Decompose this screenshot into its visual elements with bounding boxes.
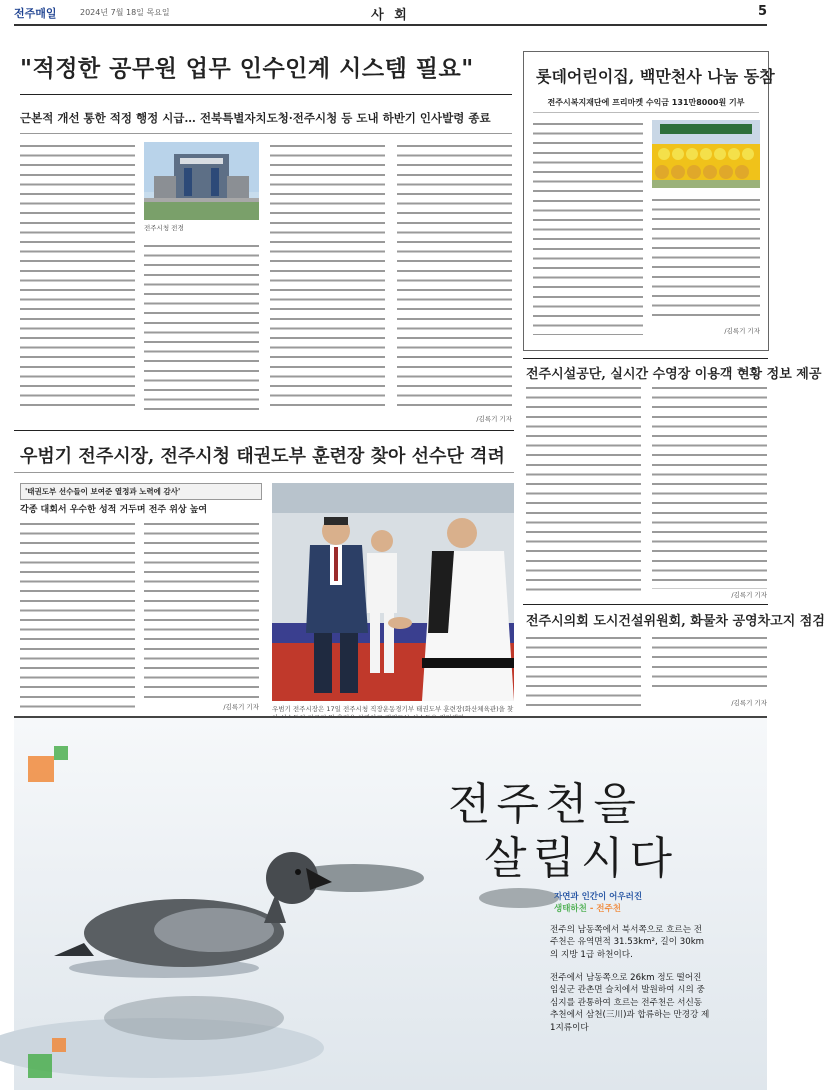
main-headline: "적정한 공무원 업무 인수인계 시스템 필요" — [20, 55, 474, 82]
masthead — [14, 2, 767, 26]
article-text — [144, 242, 259, 412]
poster-tagline2-green: 생태하천 — [554, 904, 590, 914]
side-story-3-headline: 전주시의회 도시건설위원회, 화물차 공영차고지 점검 — [526, 614, 825, 629]
poster-paragraph-1: 전주의 남동쪽에서 북서쪽으로 흐르는 전주천은 유역면적 31.53km², 길이 30km의 지방 1급 하천이다. — [550, 925, 705, 960]
divider — [14, 472, 514, 473]
article-text — [270, 142, 385, 412]
article-text — [652, 384, 767, 589]
second-subheadline: 각종 대회서 우수한 성적 거두며 전주 위상 높여 — [20, 505, 208, 515]
poster-title-line2: 살립시다 — [484, 833, 679, 884]
byline: /김록기 기자 — [476, 415, 512, 423]
orange-square — [52, 1038, 66, 1052]
main-subheadline: 근본적 개선 통한 적정 행정 시급… 전북특별자치도청·전주시청 등 도내 하반기 인사발령 종료 — [20, 111, 491, 125]
issue-date: 2024년 7월 18일 목요일 — [80, 8, 170, 17]
photo-caption: 전주시청 전경 — [144, 224, 184, 232]
second-headline: 우범기 전주시장, 전주시청 태권도부 훈련장 찾아 선수단 격려 — [20, 446, 505, 467]
green-square — [28, 1054, 52, 1078]
article-text — [397, 142, 512, 412]
divider — [523, 358, 768, 359]
article-text — [144, 520, 259, 700]
article-text — [20, 520, 135, 710]
divider — [533, 112, 759, 113]
divider — [20, 94, 512, 95]
section-title: 사 회 — [371, 8, 410, 23]
poster-tagline1: 자연과 인간이 어우러진 — [554, 892, 643, 902]
poster-tagline2-orange: - 전주천 — [589, 904, 621, 914]
article-text — [652, 634, 767, 694]
orange-square — [28, 756, 54, 782]
divider — [14, 430, 514, 431]
article-text — [20, 142, 135, 412]
city-hall-photo — [144, 142, 259, 220]
group-photo — [652, 120, 760, 188]
paper-name: 전주매일 — [14, 7, 57, 20]
article-text — [526, 384, 641, 596]
taekwondo-photo — [272, 483, 514, 701]
poster-tagline2 — [554, 902, 621, 914]
article-text — [526, 634, 641, 710]
article-text — [533, 120, 643, 335]
poster-title-line1: 전주천을 — [448, 779, 643, 830]
page-number: 5 — [757, 4, 767, 19]
quote-box: '태권도부 선수들이 보여준 열정과 노력에 감사' — [20, 483, 262, 500]
article-text — [652, 196, 760, 318]
poster-paragraph-2: 전주에서 남동쪽으로 26km 정도 떨어진 임실군 관촌면 슬치에서 발원하여 시의 중심지를 관통하여 흐르는 전주천은 서신동 추천에서 삼천(三川)과 합류하는 만경강 제1지류이다 — [550, 973, 710, 1033]
byline: /김록기 기자 — [223, 703, 259, 711]
byline: /김록기 기자 — [731, 699, 767, 707]
side-story-1-headline: 롯데어린이집, 백만천사 나눔 동참 — [536, 67, 775, 86]
side-story-2-headline: 전주시설공단, 실시간 수영장 이용객 현황 정보 제공 — [526, 367, 822, 382]
side-story-1-subheadline: 전주시복지재단에 프리마켓 수익금 131만8000원 기부 — [547, 98, 745, 107]
jeonju-stream-poster — [14, 716, 767, 1090]
byline: /김록기 기자 — [731, 591, 767, 599]
byline: /김록기 기자 — [724, 327, 760, 335]
divider — [523, 604, 768, 605]
green-square — [54, 746, 68, 760]
photo-caption: 우범기 전주시장은 17일 전주시청 직장운동경기부 태권도부 훈련장(화산체육관)을 찾 — [272, 705, 514, 713]
divider — [20, 133, 512, 134]
